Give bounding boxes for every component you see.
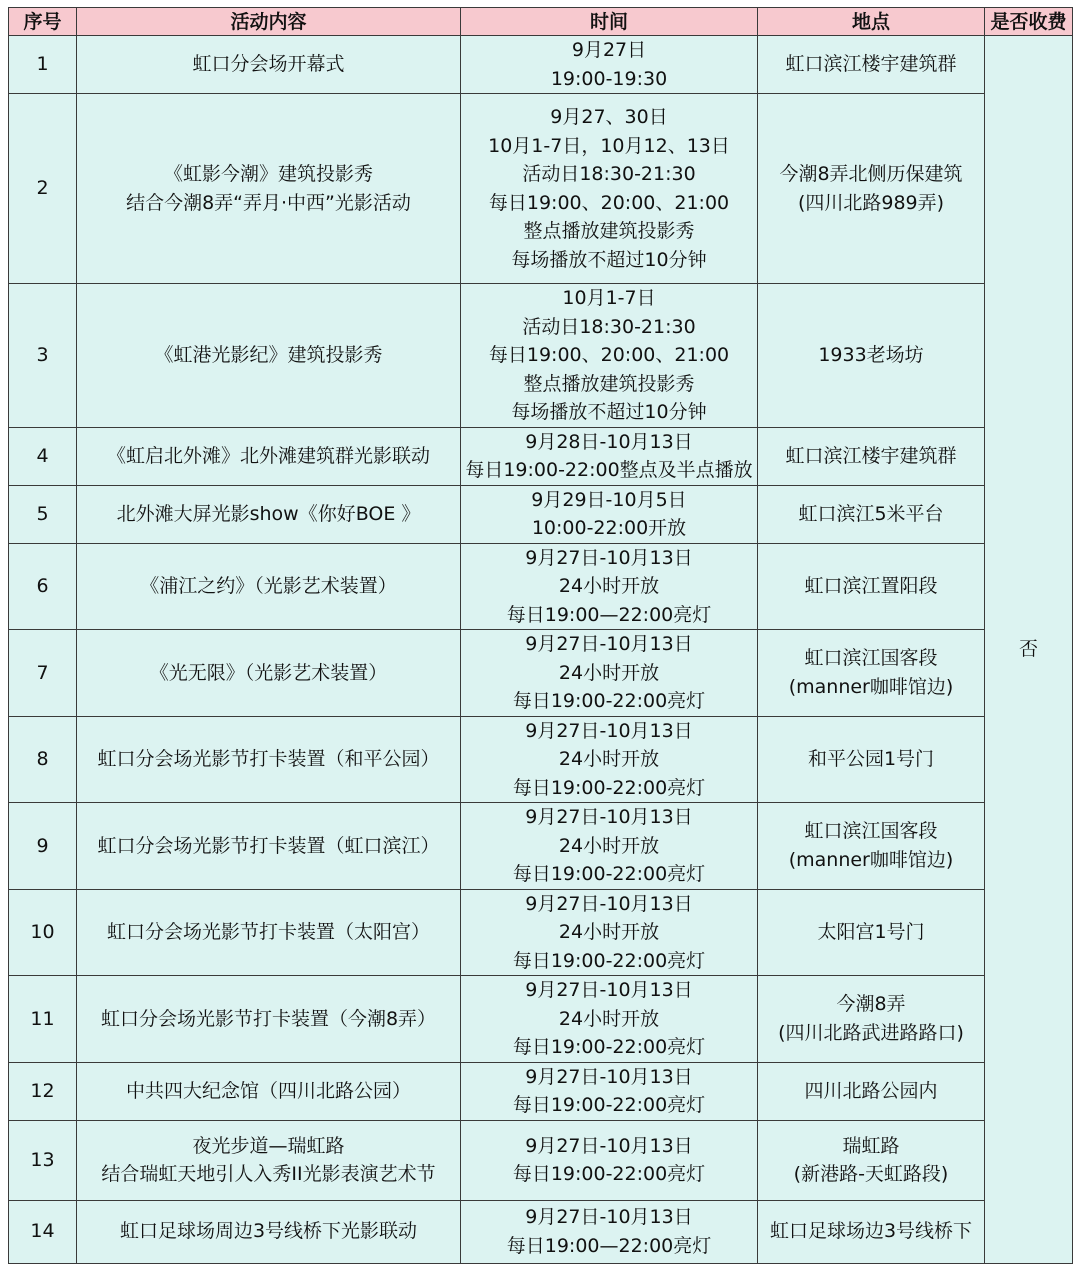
activity-time-line: 每场播放不超过10分钟 — [511, 248, 707, 271]
activity-place-line: 虹口滨江置阳段 — [804, 575, 938, 597]
activity-content-line: 《虹影今潮》建筑投影秀 — [163, 163, 373, 185]
activity-place-line: 今潮8弄北侧历保建筑 — [779, 163, 963, 185]
activity-time-line: 每日19:00-22:00亮灯 — [512, 690, 706, 712]
activity-place-line: 虹口滨江国客段 — [804, 820, 938, 843]
activity-place — [758, 1200, 985, 1263]
activity-place-line: 太阳宫1号门 — [817, 921, 925, 943]
activity-time-line: 10月1-7日，10月12、13日 — [488, 134, 730, 157]
table-row — [9, 630, 1073, 717]
row-number: 2 — [9, 94, 77, 284]
activity-place-line: 四川北路公园内 — [804, 1079, 938, 1102]
activity-content — [77, 284, 461, 428]
row-number: 6 — [9, 543, 77, 630]
activity-time-line: 每日19:00-22:00亮灯 — [512, 863, 706, 885]
activity-time — [461, 716, 758, 803]
activity-place-line: 虹口足球场边3号线桥下 — [769, 1220, 973, 1243]
activity-time — [461, 543, 758, 630]
activity-time-line: 9月27日-10月13日 — [525, 546, 693, 569]
activity-content — [77, 803, 461, 890]
activity-place — [758, 284, 985, 428]
activity-content — [77, 94, 461, 284]
activity-place — [758, 1062, 985, 1120]
activity-content-line: 虹口分会场光影节打卡装置（今潮8弄） — [100, 1007, 437, 1030]
activity-content-line: 虹口分会场光影节打卡装置（太阳宫） — [106, 921, 430, 943]
activity-time-line: 9月27日-10月13日 — [525, 1065, 693, 1088]
activity-time-line: 活动日18:30-21:30 — [522, 315, 696, 338]
activity-time-line: 10月1-7日 — [562, 287, 656, 309]
table-row — [9, 284, 1073, 428]
row-number: 1 — [9, 36, 77, 94]
activity-time-line: 整点播放建筑投影秀 — [523, 372, 695, 395]
activity-content-line: 虹口分会场光影节打卡装置（和平公园） — [97, 748, 440, 770]
table-row — [9, 889, 1073, 976]
activity-time-line: 24小时开放 — [558, 1007, 660, 1030]
table-row — [9, 1062, 1073, 1120]
activity-content-line: 《虹港光影纪》建筑投影秀 — [154, 344, 383, 366]
activity-content-line: 虹口分会场开幕式 — [192, 53, 345, 76]
activity-content-line: 虹口分会场光影节打卡装置（虹口滨江） — [97, 834, 440, 857]
table-row — [9, 427, 1073, 485]
activity-time-line: 9月27日-10月13日 — [525, 1134, 693, 1157]
activity-place-line: 1933老场坊 — [818, 344, 924, 366]
activity-time — [461, 1062, 758, 1120]
activity-place — [758, 803, 985, 890]
row-number: 13 — [9, 1120, 77, 1200]
activity-time-line: 9月27日-10月13日 — [525, 1206, 693, 1228]
table-row — [9, 36, 1073, 94]
activity-place-line: 瑞虹路 — [842, 1134, 900, 1157]
activity-content-line: 《浦江之约》（光影艺术装置） — [140, 575, 397, 597]
activity-time-line: 每日19:00-22:00亮灯 — [512, 949, 706, 972]
activity-time — [461, 485, 758, 543]
table-row — [9, 976, 1073, 1063]
activity-time-line: 9月27日-10月13日 — [525, 719, 693, 742]
table-row — [9, 1200, 1073, 1263]
activity-content-line: 北外滩大屏光影show《你好BOE 》 — [116, 502, 421, 525]
activity-time — [461, 803, 758, 890]
activity-content-line: 结合今潮8弄“弄月·中西”光影活动 — [126, 191, 411, 214]
activity-place — [758, 1120, 985, 1200]
activity-place-line: (manner咖啡馆边) — [788, 675, 954, 698]
activity-time-line: 19:00-19:30 — [550, 67, 668, 90]
row-number: 9 — [9, 803, 77, 890]
table-row — [9, 1120, 1073, 1200]
activity-content — [77, 427, 461, 485]
activity-time-line: 每日19:00-22:00亮灯 — [512, 1094, 706, 1116]
row-number: 14 — [9, 1200, 77, 1263]
activity-time-line: 9月27日-10月13日 — [525, 979, 693, 1001]
activity-place — [758, 889, 985, 976]
activity-time-line: 整点播放建筑投影秀 — [523, 220, 695, 242]
activity-content — [77, 1200, 461, 1263]
activity-place — [758, 976, 985, 1063]
activity-content-line: 夜光步道—瑞虹路 — [192, 1134, 345, 1157]
header-place: 地点 — [758, 8, 985, 36]
activity-time-line: 24小时开放 — [558, 921, 660, 943]
activity-content — [77, 889, 461, 976]
activity-time — [461, 630, 758, 717]
table-row — [9, 94, 1073, 284]
activity-time-line: 24小时开放 — [558, 661, 660, 684]
activity-content — [77, 976, 461, 1063]
row-number: 11 — [9, 976, 77, 1063]
row-number: 5 — [9, 485, 77, 543]
activity-time-line: 24小时开放 — [558, 575, 660, 597]
table-row — [9, 803, 1073, 890]
activity-place-line: (四川北路989弄) — [797, 191, 945, 214]
row-number: 8 — [9, 716, 77, 803]
activity-place — [758, 485, 985, 543]
activity-place — [758, 543, 985, 630]
activity-place-line: (manner咖啡馆边) — [788, 848, 954, 871]
row-number: 10 — [9, 889, 77, 976]
activity-place — [758, 716, 985, 803]
activity-time-line: 24小时开放 — [558, 834, 660, 857]
activity-content — [77, 630, 461, 717]
header-no: 序号 — [9, 8, 77, 36]
row-number: 4 — [9, 427, 77, 485]
activity-place — [758, 630, 985, 717]
activity-place — [758, 427, 985, 485]
table-row — [9, 716, 1073, 803]
activity-place — [758, 94, 985, 284]
header-fee: 是否收费 — [985, 8, 1073, 36]
activity-content-line: 中共四大纪念馆（四川北路公园） — [125, 1079, 411, 1102]
activity-content-line: 《虹启北外滩》北外滩建筑群光影联动 — [106, 444, 430, 467]
activity-place-line: (新港路-天虹路段) — [793, 1163, 949, 1185]
table-body — [9, 36, 1073, 1264]
activity-place-line: 今潮8弄 — [836, 993, 906, 1016]
activity-time-line: 每日19:00—22:00亮灯 — [506, 1234, 712, 1257]
header-content: 活动内容 — [77, 8, 461, 36]
activity-content — [77, 1120, 461, 1200]
row-number: 12 — [9, 1062, 77, 1120]
activity-time — [461, 427, 758, 485]
activity-time-line: 9月27日-10月13日 — [525, 633, 693, 655]
table-row — [9, 543, 1073, 630]
activity-time-line: 每日19:00、20:00、21:00 — [488, 344, 730, 366]
activity-time-line: 每日19:00、20:00、21:00 — [488, 191, 730, 214]
activity-time-line: 每日19:00-22:00整点及半点播放 — [465, 459, 753, 481]
activity-content-line: 虹口足球场周边3号线桥下光影联动 — [119, 1220, 418, 1243]
activity-place-line: 虹口滨江国客段 — [804, 647, 938, 670]
activity-time-line: 每日19:00-22:00亮灯 — [512, 1163, 706, 1185]
activity-time-line: 每日19:00-22:00亮灯 — [512, 1036, 706, 1058]
activity-time-line: 10:00-22:00开放 — [531, 517, 687, 539]
table-row — [9, 485, 1073, 543]
row-number: 7 — [9, 630, 77, 717]
activity-time — [461, 976, 758, 1063]
activity-content — [77, 36, 461, 94]
activity-place-line: (四川北路武进路路口) — [778, 1021, 964, 1044]
activity-time-line: 9月28日-10月13日 — [525, 430, 693, 453]
activity-content — [77, 543, 461, 630]
activity-time — [461, 889, 758, 976]
activity-time-line: 9月27日-10月13日 — [525, 892, 693, 915]
activity-time-line: 24小时开放 — [558, 748, 660, 770]
activity-time — [461, 1200, 758, 1263]
activity-time-line: 9月27日-10月13日 — [525, 806, 693, 828]
activity-time-line: 9月27、30日 — [550, 106, 668, 128]
activity-time — [461, 1120, 758, 1200]
activity-time — [461, 36, 758, 94]
fee-cell: 否 — [985, 36, 1073, 1264]
activity-place-line: 虹口滨江楼宇建筑群 — [785, 444, 957, 467]
activity-time-line: 每日19:00—22:00亮灯 — [506, 603, 712, 626]
activity-time — [461, 94, 758, 284]
activity-time — [461, 284, 758, 428]
activity-content — [77, 1062, 461, 1120]
activity-time-line: 9月27日 — [571, 39, 647, 61]
activity-time-line: 活动日18:30-21:30 — [522, 163, 696, 185]
schedule-table — [8, 7, 1073, 1264]
row-number: 3 — [9, 284, 77, 428]
activity-place — [758, 36, 985, 94]
activity-place-line: 虹口滨江楼宇建筑群 — [785, 53, 957, 76]
activity-place-line: 和平公园1号门 — [807, 748, 935, 770]
activity-time-line: 每日19:00-22:00亮灯 — [512, 776, 706, 799]
activity-time-line: 9月29日-10月5日 — [531, 488, 687, 511]
header-time: 时间 — [461, 8, 758, 36]
activity-content — [77, 485, 461, 543]
activity-place-line: 虹口滨江5米平台 — [798, 502, 944, 525]
activity-content-line: 《光无限》（光影艺术装置） — [149, 661, 388, 684]
activity-time-line: 每场播放不超过10分钟 — [511, 401, 707, 423]
activity-content-line: 结合瑞虹天地引人入秀II光影表演艺术节 — [101, 1163, 436, 1185]
header-row — [9, 8, 1073, 36]
activity-content — [77, 716, 461, 803]
